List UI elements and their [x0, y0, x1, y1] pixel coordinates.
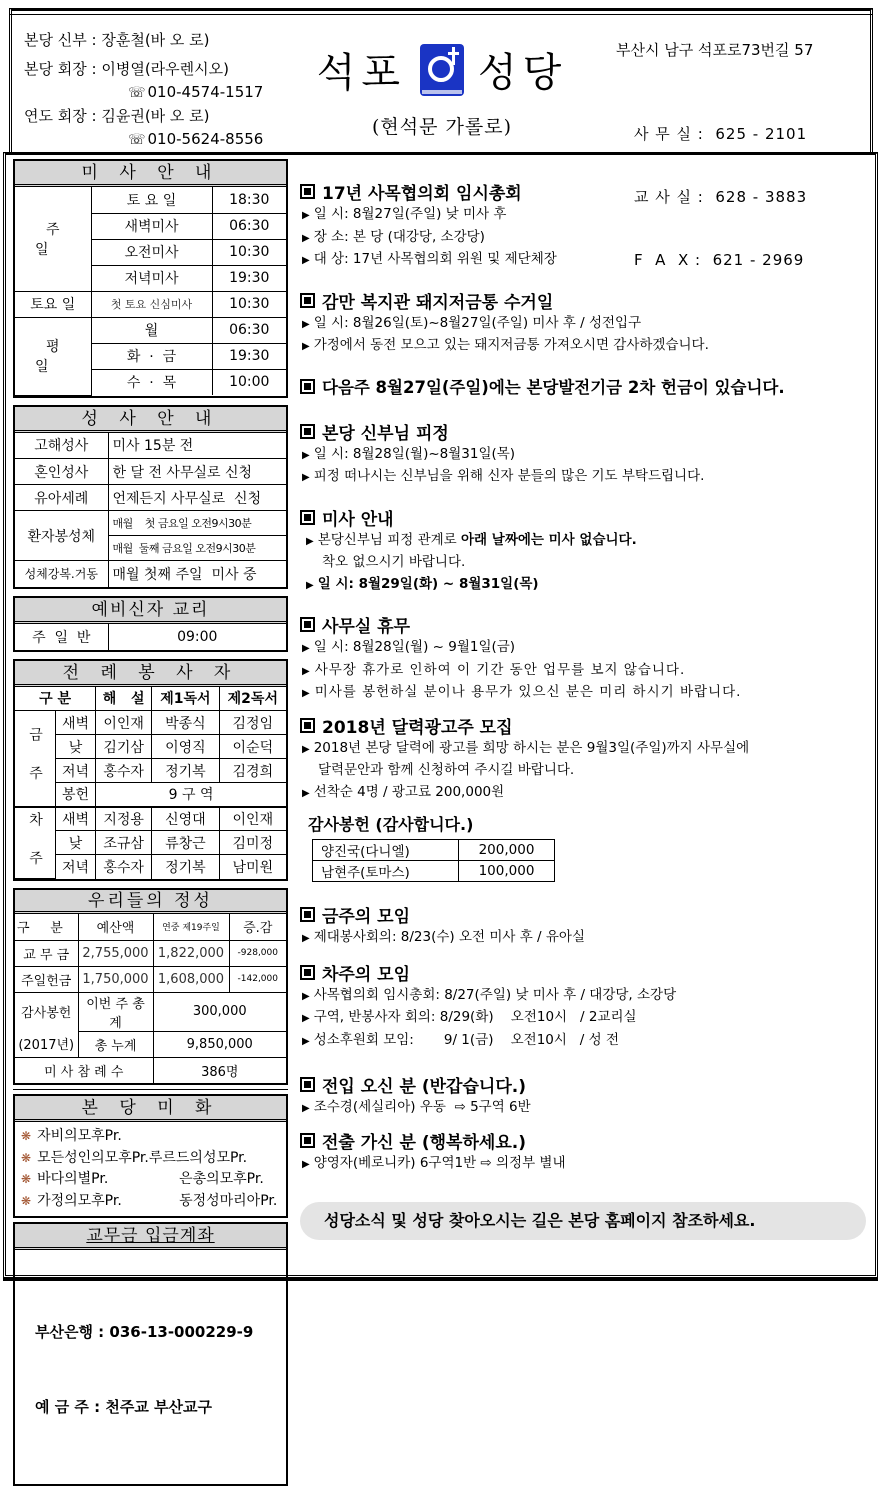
triangle-bullet-icon: ▶	[302, 990, 310, 1002]
flower-star-icon: ❋	[21, 1172, 32, 1186]
table-row	[15, 485, 286, 511]
thanks-offering-title: 감사봉헌 (감사합니다.)	[308, 815, 474, 834]
catechumen-box	[13, 596, 288, 652]
table-row	[15, 759, 286, 783]
notice-title: 2018년 달력광고주 모집	[322, 717, 513, 738]
parish-patron: (현석문 가롤로)	[372, 116, 512, 138]
commentator: 홍수자	[96, 759, 152, 783]
sacrament-value: 매월 첫째 주일 미사 중	[108, 561, 286, 587]
mass-time: 19:30	[212, 265, 286, 291]
triangle-bullet-icon: ▶	[302, 472, 310, 483]
reader2: 김정임	[219, 711, 286, 735]
notice-bullet: ▶ 대 상: 17년 사목협의회 위원 및 제단체장	[302, 251, 557, 267]
notice-piggy-bank	[300, 288, 870, 358]
thanks-offering-year: (2017년)	[15, 1031, 78, 1057]
homepage-notice-banner: 성당소식 및 성당 찾아오시는 길은 본당 홈페이지 참조하세요.	[300, 1202, 866, 1240]
notice-bullet: ▶ 일 시: 8월28일(월)~8월31일(목)	[302, 445, 516, 462]
sacrament-value: 언제든지 사무실로 신청	[108, 485, 286, 511]
reader1: 정기복	[152, 759, 219, 783]
notice-pastoral-council	[300, 179, 870, 272]
notice-title: 17년 사목협의회 임시총회	[322, 184, 522, 204]
altar-flowers-title: 본 당 미 화	[15, 1096, 286, 1122]
budget-value: 2,755,000	[78, 940, 153, 966]
triangle-bullet-icon: ▶	[302, 665, 311, 677]
notice-mass-cancel	[300, 505, 870, 597]
col-header: 증.감	[229, 914, 286, 940]
mass-name: 월	[91, 317, 212, 343]
table-row	[313, 840, 555, 861]
budget-value: 1,750,000	[78, 966, 153, 992]
reader2: 이순덕	[219, 735, 286, 759]
slot: 새벽	[56, 807, 96, 831]
notice-bullet: ▶ 선착순 4명 / 광고료 200,000원	[302, 783, 505, 800]
table-row	[15, 433, 286, 459]
sacrament-label: 환자봉성체	[15, 511, 108, 561]
right-column	[300, 179, 870, 1230]
flower-star-icon: ❋	[21, 1129, 32, 1143]
section-square-icon	[300, 907, 315, 922]
notice-bullet: ▶ 제대봉사회의: 8/23(수) 오전 미사 후 / 유아실	[302, 929, 586, 945]
sacrament-label: 혼인성사	[15, 459, 108, 485]
chair-row	[24, 58, 263, 81]
liturgy-servers-title: 전 례 봉 사 자	[15, 661, 286, 687]
commentator: 홍수자	[96, 855, 152, 879]
notice-bullet-continued: 착오 없으시기 바랍니다.	[322, 554, 466, 570]
moved-in-section	[300, 1072, 870, 1120]
table-row	[15, 992, 286, 1031]
table-row	[15, 855, 286, 879]
triangle-bullet-icon: ▶	[302, 643, 310, 654]
chair-phone-row	[24, 81, 263, 105]
table-row	[15, 291, 286, 317]
section-square-icon	[300, 184, 315, 199]
cumulative-total-label: 총 누계	[78, 1031, 153, 1057]
table-row	[15, 317, 286, 343]
notice-title: 미사 안내	[322, 509, 394, 530]
triangle-bullet-icon: ▶	[306, 535, 314, 547]
triangle-bullet-icon: ▶	[302, 341, 310, 352]
year-chair-phone-row	[24, 128, 263, 152]
thanks-offering-section	[300, 812, 870, 882]
offering-label: 주일헌금	[15, 966, 78, 992]
chair-label: 본당 회장 :	[24, 60, 97, 78]
list-item: ❋ 가정의모후Pr. 동정성마리아Pr.	[21, 1191, 280, 1213]
col-header: 제1독서	[152, 687, 219, 711]
section-square-icon	[300, 1077, 315, 1092]
weekly-total-label: 이번 주 총계	[78, 992, 153, 1031]
commentator: 김기삼	[96, 735, 152, 759]
col-header: 제2독서	[219, 687, 286, 711]
slot: 저녁	[56, 855, 96, 879]
liturgy-servers-table	[15, 687, 286, 880]
table-row	[313, 861, 555, 882]
section-square-icon	[300, 379, 315, 394]
reader1: 이영직	[152, 735, 219, 759]
reader2: 김경희	[219, 759, 286, 783]
notice-title: 사무실 휴무	[322, 617, 411, 637]
parish-logo-icon	[420, 44, 464, 96]
notice-bullet: ▶ 조수경(세실리아) 우동 ⇨ 5구역 6반	[302, 1099, 531, 1115]
catechumen-class-time: 09:00	[108, 624, 286, 650]
section-square-icon	[300, 1133, 315, 1148]
mass-time: 06:30	[212, 213, 286, 239]
triangle-bullet-icon: ▶	[302, 232, 310, 244]
sacrament-value: 매월 첫 금요일 오전9시30분	[108, 511, 286, 536]
left-column	[13, 159, 288, 1486]
bank-account-number: 부산은행 : 036-13-000229-9	[35, 1323, 254, 1341]
sacrament-guide-box	[13, 405, 288, 589]
triangle-bullet-icon: ▶	[302, 1158, 310, 1170]
triangle-bullet-icon: ▶	[302, 688, 311, 699]
year-chair-phone: 010-5624-8556	[147, 130, 264, 148]
reader2: 남미원	[219, 855, 286, 879]
list-item: ❋ 바다의별Pr. 은총의모후Pr.	[21, 1169, 280, 1191]
offerings-title: 우리들의 정성	[15, 890, 286, 914]
sacrament-value: 매월 둘째 금요일 오전9시30분	[108, 536, 286, 561]
notice-title: 본당 신부님 피정	[322, 423, 449, 444]
group-next-week: 차 주	[15, 807, 56, 879]
sacrament-label: 성체강복.거동	[15, 561, 108, 587]
col-header: 구 분	[15, 687, 96, 711]
triangle-bullet-icon: ▶	[302, 1013, 310, 1024]
cumulative-total-value: 9,850,000	[153, 1031, 286, 1057]
notice-bullet: ▶ 일 시: 8월26일(토)~8월27일(주일) 미사 후 / 성전입구	[302, 314, 642, 331]
table-row	[15, 1031, 286, 1057]
donation-amount: 200,000	[459, 840, 555, 861]
phone-icon: ☏	[128, 85, 146, 101]
attendance-label: 미 사 참 례 수	[15, 1057, 153, 1083]
table-row	[15, 807, 286, 831]
col-header: 예산액	[78, 914, 153, 940]
moved-out-section	[300, 1128, 870, 1176]
table-row	[15, 783, 286, 807]
notice-office-closed	[300, 612, 870, 705]
mass-time: 19:30	[212, 343, 286, 369]
reader1: 류창근	[152, 831, 219, 855]
table-header-row	[15, 687, 286, 711]
notice-bullet: ▶ 미사를 봉헌하실 분이나 용무가 있으신 분은 미리 하시기 바랍니다.	[302, 684, 742, 700]
mass-time: 10:30	[212, 291, 286, 317]
triangle-bullet-icon: ▶	[302, 787, 310, 799]
triangle-bullet-icon: ▶	[302, 210, 310, 221]
donation-amount: 100,000	[459, 861, 555, 882]
col-header: 연중 제19주일	[153, 914, 229, 940]
flower-star-icon: ❋	[21, 1193, 32, 1208]
section-square-icon	[300, 510, 315, 525]
table-row	[15, 459, 286, 485]
slot: 봉헌	[56, 783, 96, 807]
bulletin-body	[3, 152, 878, 1416]
mass-time: 10:00	[212, 369, 286, 395]
notice-title: 전출 가신 분 (행복하세요.)	[322, 1132, 526, 1153]
table-row	[15, 940, 286, 966]
notice-bullet: ▶ 일 시: 8월28일(월) ~ 9월1일(금)	[302, 639, 516, 655]
mass-schedule-table	[15, 187, 286, 396]
triangle-bullet-icon: ▶	[306, 579, 314, 591]
table-row	[15, 187, 286, 213]
phone-icon: ☏	[128, 132, 146, 148]
triangle-bullet-icon: ▶	[302, 255, 310, 266]
pastor-row	[24, 29, 263, 52]
mass-name: 첫 토요 신심미사	[91, 291, 212, 317]
list-item: ❋ 자비의모후Pr.	[21, 1126, 280, 1148]
notice-calendar-ads	[300, 713, 870, 805]
notice-bullet: ▶ 사목협의회 임시총회: 8/27(주일) 낮 미사 후 / 대강당, 소강당	[302, 986, 677, 1003]
offering-district: 9 구 역	[96, 783, 286, 807]
notice-second-collection	[300, 374, 870, 399]
thanks-offering-label: 감사봉헌	[15, 992, 78, 1031]
teachers-room-phone: 교 사 실 : 628 - 3883	[634, 188, 808, 206]
mass-name: 새벽미사	[91, 213, 212, 239]
table-row	[15, 966, 286, 992]
diff-value: -142,000	[229, 966, 286, 992]
slot: 낮	[56, 735, 96, 759]
title-part2: 성당	[478, 50, 568, 96]
parish-address: 부산시 남구 석포로73번길 57	[616, 41, 814, 59]
meetings-this-week	[300, 902, 870, 950]
col-header: 해 설	[96, 687, 152, 711]
col-header: 구 분	[15, 914, 78, 940]
mass-guide-title: 미 사 안 내	[15, 161, 286, 187]
mass-name: 오전미사	[91, 239, 212, 265]
triangle-bullet-icon: ▶	[302, 1103, 310, 1114]
notice-title: 금주의 모임	[322, 907, 411, 927]
mass-name: 저녁미사	[91, 265, 212, 291]
mass-time: 06:30	[212, 317, 286, 343]
bank-account-title: 교무금 입금계좌	[15, 1224, 286, 1250]
mass-name: 토 요 일	[91, 187, 212, 213]
parish-staff-info	[24, 29, 263, 152]
table-row	[15, 624, 286, 650]
actual-value: 1,822,000	[153, 940, 229, 966]
year-chair-name: 김윤권(바 오 로)	[101, 107, 210, 125]
pastor-label: 본당 신부 :	[24, 31, 97, 49]
notice-bullet: ▶ 피정 떠나시는 신부님을 위해 신자 분들의 많은 기도 부탁드립니다.	[302, 468, 705, 484]
mass-time: 10:30	[212, 239, 286, 265]
sacrament-label: 유아세례	[15, 485, 108, 511]
triangle-bullet-icon: ▶	[302, 1035, 310, 1047]
altar-flowers-list	[15, 1122, 286, 1216]
notice-bullet: ▶ 장 소: 본 당 (대강당, 소강당)	[302, 228, 485, 245]
title-part1: 석포	[316, 50, 406, 96]
office-phone: 사 무 실 : 625 - 2101	[634, 125, 808, 143]
reader2: 이인재	[219, 807, 286, 831]
notice-bullet: ▶ 2018년 본당 달력에 광고를 희망 하시는 분은 9월3일(주일)까지 사무실에	[302, 739, 750, 756]
notice-bullet: ▶ 성소후원회 모임: 9/ 1(금) 오전10시 / 성 전	[302, 1031, 620, 1048]
notice-bullet: ▶ 사무장 휴가로 인하여 이 기간 동안 업무를 보지 않습니다.	[302, 661, 686, 678]
group-this-week: 금 주	[15, 711, 56, 807]
parish-title-block	[312, 41, 572, 139]
mass-time: 18:30	[212, 187, 286, 213]
mass-name: 수 · 목	[91, 369, 212, 395]
triangle-bullet-icon: ▶	[302, 743, 310, 755]
thanks-offering-table	[312, 839, 555, 882]
actual-value: 1,608,000	[153, 966, 229, 992]
table-row	[15, 511, 286, 536]
attendance-value: 386명	[153, 1057, 286, 1083]
group-saturday: 토요 일	[15, 291, 91, 317]
notice-title: 감만 복지관 돼지저금통 수거일	[322, 292, 554, 313]
catechumen-class-label: 주 일 반	[15, 624, 108, 650]
notice-title: 차주의 모임	[322, 964, 411, 985]
slot: 낮	[56, 831, 96, 855]
weekly-total-value: 300,000	[153, 992, 286, 1031]
reader2: 김미정	[219, 831, 286, 855]
triangle-bullet-icon: ▶	[302, 318, 310, 330]
notice-bullet: ▶ 일 시: 8월29일(화) ~ 8월31일(목)	[306, 575, 539, 592]
slot: 새벽	[56, 711, 96, 735]
mass-guide-box	[13, 159, 288, 398]
chair-name: 이병열(라우렌시오)	[101, 60, 229, 78]
bank-account-box	[13, 1222, 288, 1486]
commentator: 조규삼	[96, 831, 152, 855]
sacrament-value: 한 달 전 사무실로 신청	[108, 459, 286, 485]
reader1: 박종식	[152, 711, 219, 735]
commentator: 이인재	[96, 711, 152, 735]
notice-pastor-retreat	[300, 419, 870, 489]
notice-bullet-continued: 달력문안과 함께 신청하여 주시길 바랍니다.	[318, 762, 575, 778]
offerings-table	[15, 914, 286, 1083]
catechumen-table	[15, 624, 286, 650]
mass-name: 화 · 금	[91, 343, 212, 369]
section-square-icon	[300, 718, 315, 733]
notice-bullet: ▶ 구역, 반봉사자 회의: 8/29(화) 오전10시 / 2교리실	[302, 1009, 637, 1025]
table-row	[15, 711, 286, 735]
section-square-icon	[300, 424, 315, 439]
donor-name: 양진국(다니엘)	[313, 840, 459, 861]
notice-title: 다음주 8월27일(주일)에는 본당발전기금 2차 헌금이 있습니다.	[322, 378, 785, 397]
altar-flowers-box	[13, 1094, 288, 1218]
offering-label: 교 무 금	[15, 940, 78, 966]
bank-account-holder: 예 금 주 : 천주교 부산교구	[35, 1398, 213, 1416]
table-header-row	[15, 914, 286, 940]
sacrament-value: 미사 15분 전	[108, 433, 286, 459]
fax-number: F A X : 621 - 2969	[634, 251, 805, 269]
triangle-bullet-icon: ▶	[302, 933, 310, 944]
table-row	[15, 735, 286, 759]
sacrament-label: 고해성사	[15, 433, 108, 459]
sacrament-guide-title: 성 사 안 내	[15, 407, 286, 433]
year-chair-row	[24, 105, 263, 128]
year-chair-label: 연도 회장 :	[24, 107, 97, 125]
table-row	[15, 831, 286, 855]
sacrament-table	[15, 433, 286, 587]
offerings-box	[13, 888, 288, 1085]
notice-bullet: ▶ 양영자(베로니카) 6구역1반 ⇨ 의정부 별내	[302, 1154, 566, 1171]
meetings-next-week	[300, 960, 870, 1053]
chair-phone: 010-4574-1517	[147, 83, 264, 101]
diff-value: -928,000	[229, 940, 286, 966]
commentator: 지정용	[96, 807, 152, 831]
liturgy-servers-box	[13, 659, 288, 882]
section-square-icon	[300, 965, 315, 980]
table-row	[15, 1057, 286, 1083]
group-weekday: 평 일	[15, 317, 91, 395]
section-square-icon	[300, 293, 315, 308]
reader1: 정기복	[152, 855, 219, 879]
section-square-icon	[300, 617, 315, 632]
pastor-name: 장훈철(바 오 로)	[101, 31, 210, 49]
group-sunday: 주 일	[15, 187, 91, 291]
parish-title	[312, 41, 572, 98]
slot: 저녁	[56, 759, 96, 783]
notice-bullet: ▶ 본당신부님 피정 관계로 아래 날짜에는 미사 없습니다.	[306, 531, 637, 548]
catechumen-title: 예비신자 교리	[15, 598, 286, 624]
donor-name: 남현주(토마스)	[313, 861, 459, 882]
triangle-bullet-icon: ▶	[302, 449, 310, 461]
notice-title: 전입 오신 분 (반갑습니다.)	[322, 1077, 526, 1097]
flower-star-icon: ❋	[21, 1150, 32, 1165]
notice-bullet: ▶ 가정에서 동전 모으고 있는 돼지저금통 가져오시면 감사하겠습니다.	[302, 337, 709, 353]
notice-bullet: ▶ 일 시: 8월27일(주일) 낮 미사 후	[302, 206, 507, 222]
table-row	[15, 561, 286, 587]
reader1: 신영대	[152, 807, 219, 831]
list-item: ❋ 모든성인의모후Pr.루르드의성모Pr.	[21, 1148, 280, 1170]
